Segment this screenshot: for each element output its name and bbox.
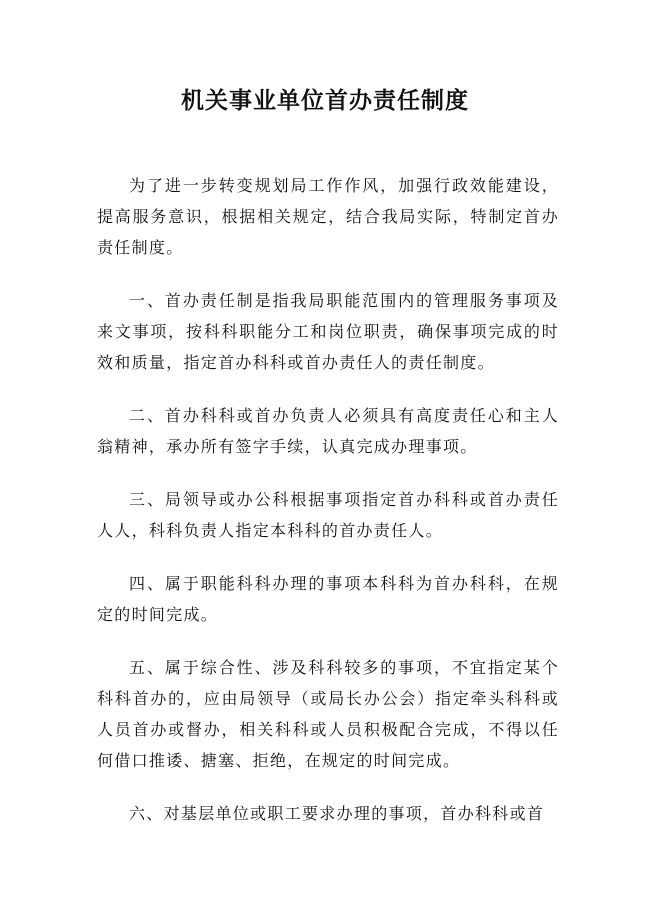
paragraph-clause-2: 二、首办科科或首办负责人必须具有高度责任心和主人翁精神，承办所有签字手续，认真完成办理事项。 <box>97 406 559 456</box>
paragraph-clause-3: 三、局领导或办公科根据事项指定首办科科或首办责任人人，科科负责人指定本科科的首办责任人。 <box>97 490 559 540</box>
document-body <box>97 170 559 851</box>
paragraph-clause-6: 六、对基层单位或职工要求办理的事项，首办科科或首 <box>129 804 545 823</box>
paragraph-clause-1: 一、首办责任制是指我局职能范围内的管理服务事项及来文事项，按科科职能分工和岗位职责，确保事项完成的时效和质量，指定首办科科或首办责任人的责任制度。 <box>97 291 559 372</box>
paragraph-intro: 为了进一步转变规划局工作作风，加强行政效能建设，提高服务意识，根据相关规定，结合我局实际，特制定首办责任制度。 <box>97 176 559 257</box>
paragraph-clause-4: 四、属于职能科科办理的事项本科科为首办科科，在规定的时间完成。 <box>97 574 559 624</box>
paragraph-clause-5: 五、属于综合性、涉及科科较多的事项，不宜指定某个科科首办的，应由局领导（或局长办公会）指定牵头科科或人员首办或督办，相关科科或人员积极配合完成，不得以任何借口推诿、搪塞、拒绝，在规定的时间完成。 <box>97 658 559 770</box>
document-title: 机关事业单位首办责任制度 <box>181 88 469 114</box>
